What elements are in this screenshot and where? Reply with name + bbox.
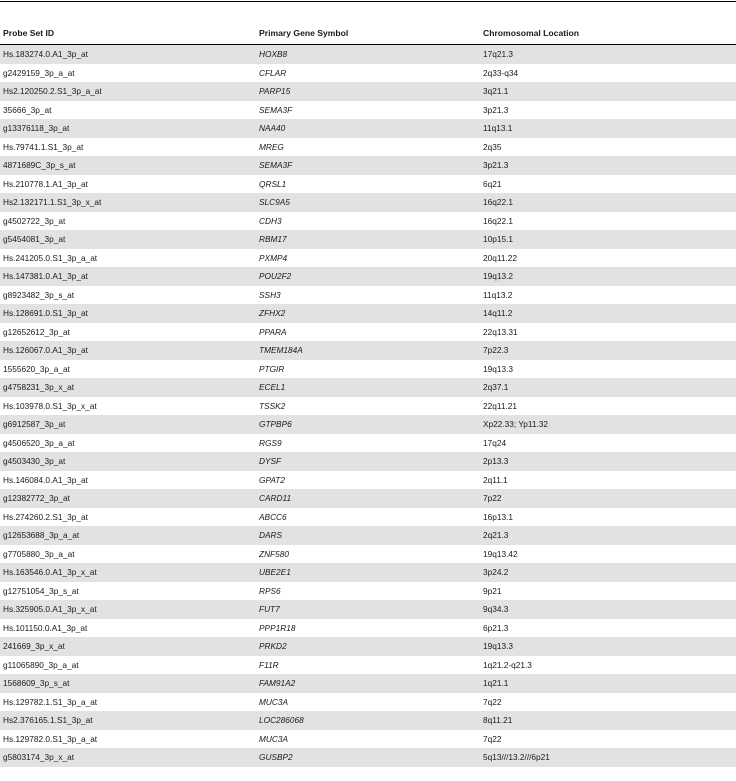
cell-probe-set-id: g4506520_3p_a_at xyxy=(0,434,256,453)
table-row xyxy=(0,600,736,619)
cell-gene-symbol: PXMP4 xyxy=(256,249,480,268)
cell-probe-set-id: g12652612_3p_at xyxy=(0,323,256,342)
cell-probe-set-id: Hs.129782.0.S1_3p_a_at xyxy=(0,730,256,749)
table-row xyxy=(0,45,736,64)
table-row xyxy=(0,304,736,323)
cell-gene-symbol: SSH3 xyxy=(256,286,480,305)
table-row xyxy=(0,545,736,564)
cell-gene-symbol: CARD11 xyxy=(256,489,480,508)
table-row xyxy=(0,156,736,175)
cell-gene-symbol: QRSL1 xyxy=(256,175,480,194)
table-row xyxy=(0,489,736,508)
table-row xyxy=(0,748,736,767)
cell-probe-set-id: g6912587_3p_at xyxy=(0,415,256,434)
table-body xyxy=(0,45,736,767)
table-row xyxy=(0,637,736,656)
cell-probe-set-id: Hs.147381.0.A1_3p_at xyxy=(0,267,256,286)
cell-probe-set-id: g4758231_3p_x_at xyxy=(0,378,256,397)
cell-chromosomal-location: 9p21 xyxy=(480,582,736,601)
cell-gene-symbol: GPAT2 xyxy=(256,471,480,490)
cell-gene-symbol: DYSF xyxy=(256,452,480,471)
cell-probe-set-id: g5454081_3p_at xyxy=(0,230,256,249)
table-row xyxy=(0,656,736,675)
cell-gene-symbol: PPP1R18 xyxy=(256,619,480,638)
table-row xyxy=(0,230,736,249)
cell-chromosomal-location: 8q11.21 xyxy=(480,711,736,730)
header-chromosomal-location: Chromosomal Location xyxy=(480,22,736,45)
cell-chromosomal-location: 7q22 xyxy=(480,730,736,749)
cell-probe-set-id: Hs.128691.0.S1_3p_at xyxy=(0,304,256,323)
cell-chromosomal-location: 16q22.1 xyxy=(480,193,736,212)
table-row xyxy=(0,526,736,545)
cell-chromosomal-location: 16p13.1 xyxy=(480,508,736,527)
cell-probe-set-id: Hs2.376165.1.S1_3p_at xyxy=(0,711,256,730)
cell-chromosomal-location: 3p21.3 xyxy=(480,156,736,175)
cell-gene-symbol: ZFHX2 xyxy=(256,304,480,323)
cell-chromosomal-location: 19q13.2 xyxy=(480,267,736,286)
cell-probe-set-id: Hs.126067.0.A1_3p_at xyxy=(0,341,256,360)
cell-chromosomal-location: 2q11.1 xyxy=(480,471,736,490)
cell-probe-set-id: 35666_3p_at xyxy=(0,101,256,120)
cell-gene-symbol: MUC3A xyxy=(256,693,480,712)
cell-probe-set-id: g2429159_3p_a_at xyxy=(0,64,256,83)
table-row xyxy=(0,360,736,379)
cell-chromosomal-location: 3p24.2 xyxy=(480,563,736,582)
cell-probe-set-id: g4502722_3p_at xyxy=(0,212,256,231)
cell-probe-set-id: Hs.183274.0.A1_3p_at xyxy=(0,45,256,64)
cell-probe-set-id: 241669_3p_x_at xyxy=(0,637,256,656)
cell-probe-set-id: Hs2.132171.1.S1_3p_x_at xyxy=(0,193,256,212)
cell-probe-set-id: g13376118_3p_at xyxy=(0,119,256,138)
cell-gene-symbol: RGS9 xyxy=(256,434,480,453)
cell-gene-symbol: SEMA3F xyxy=(256,101,480,120)
cell-gene-symbol: ZNF580 xyxy=(256,545,480,564)
cell-probe-set-id: 1568609_3p_s_at xyxy=(0,674,256,693)
header-probe-set-id: Probe Set ID xyxy=(0,22,256,45)
cell-gene-symbol: SEMA3F xyxy=(256,156,480,175)
table-row xyxy=(0,323,736,342)
cell-chromosomal-location: 6p21.3 xyxy=(480,619,736,638)
table-row xyxy=(0,267,736,286)
cell-gene-symbol: SLC9A5 xyxy=(256,193,480,212)
table-row xyxy=(0,619,736,638)
cell-chromosomal-location: 22q13.31 xyxy=(480,323,736,342)
cell-probe-set-id: Hs2.120250.2.S1_3p_a_at xyxy=(0,82,256,101)
cell-gene-symbol: LOC286068 xyxy=(256,711,480,730)
cell-probe-set-id: g11065890_3p_a_at xyxy=(0,656,256,675)
cell-gene-symbol: MREG xyxy=(256,138,480,157)
cell-chromosomal-location: 1q21.1 xyxy=(480,674,736,693)
cell-chromosomal-location: 16q22.1 xyxy=(480,212,736,231)
cell-chromosomal-location: 17q24 xyxy=(480,434,736,453)
table-row xyxy=(0,452,736,471)
cell-chromosomal-location: 1q21.2-q21.3 xyxy=(480,656,736,675)
cell-chromosomal-location: 2q33-q34 xyxy=(480,64,736,83)
cell-chromosomal-location: 9q34.3 xyxy=(480,600,736,619)
cell-gene-symbol: DARS xyxy=(256,526,480,545)
cell-probe-set-id: g12653688_3p_a_at xyxy=(0,526,256,545)
cell-gene-symbol: CFLAR xyxy=(256,64,480,83)
table-row xyxy=(0,212,736,231)
cell-chromosomal-location: 2q21.3 xyxy=(480,526,736,545)
table-header-row xyxy=(0,22,736,45)
cell-gene-symbol: GTPBP6 xyxy=(256,415,480,434)
table-row xyxy=(0,508,736,527)
table-row xyxy=(0,415,736,434)
cell-probe-set-id: Hs.325905.0.A1_3p_x_at xyxy=(0,600,256,619)
table-row xyxy=(0,730,736,749)
cell-chromosomal-location: 2q37.1 xyxy=(480,378,736,397)
cell-chromosomal-location: 3p21.3 xyxy=(480,101,736,120)
cell-gene-symbol: PTGIR xyxy=(256,360,480,379)
cell-probe-set-id: g4503430_3p_at xyxy=(0,452,256,471)
cell-chromosomal-location: 14q11.2 xyxy=(480,304,736,323)
table-row xyxy=(0,175,736,194)
cell-probe-set-id: Hs.163546.0.A1_3p_x_at xyxy=(0,563,256,582)
cell-chromosomal-location: 7p22.3 xyxy=(480,341,736,360)
cell-probe-set-id: g12751054_3p_s_at xyxy=(0,582,256,601)
cell-gene-symbol: PRKD2 xyxy=(256,637,480,656)
table-row xyxy=(0,711,736,730)
table-row xyxy=(0,434,736,453)
cell-gene-symbol: HOXB8 xyxy=(256,45,480,64)
cell-probe-set-id: Hs.210778.1.A1_3p_at xyxy=(0,175,256,194)
table-row xyxy=(0,138,736,157)
cell-chromosomal-location: 2q35 xyxy=(480,138,736,157)
cell-chromosomal-location: 3q21.1 xyxy=(480,82,736,101)
table-row xyxy=(0,471,736,490)
cell-probe-set-id: Hs.146084.0.A1_3p_at xyxy=(0,471,256,490)
cell-chromosomal-location: 19q13.42 xyxy=(480,545,736,564)
cell-gene-symbol: CDH3 xyxy=(256,212,480,231)
cell-chromosomal-location: 17q21.3 xyxy=(480,45,736,64)
cell-probe-set-id: Hs.241205.0.S1_3p_a_at xyxy=(0,249,256,268)
cell-gene-symbol: RBM17 xyxy=(256,230,480,249)
cell-probe-set-id: 1555620_3p_a_at xyxy=(0,360,256,379)
cell-probe-set-id: Hs.79741.1.S1_3p_at xyxy=(0,138,256,157)
cell-gene-symbol: POU2F2 xyxy=(256,267,480,286)
table-row xyxy=(0,693,736,712)
cell-gene-symbol: F11R xyxy=(256,656,480,675)
cell-gene-symbol: GUSBP2 xyxy=(256,748,480,767)
table-row xyxy=(0,119,736,138)
cell-chromosomal-location: 10p15.1 xyxy=(480,230,736,249)
cell-probe-set-id: Hs.101150.0.A1_3p_at xyxy=(0,619,256,638)
cell-probe-set-id: Hs.103978.0.S1_3p_x_at xyxy=(0,397,256,416)
cell-gene-symbol: NAA40 xyxy=(256,119,480,138)
cell-probe-set-id: g12382772_3p_at xyxy=(0,489,256,508)
cell-gene-symbol: PPARA xyxy=(256,323,480,342)
cell-gene-symbol: MUC3A xyxy=(256,730,480,749)
table-row xyxy=(0,286,736,305)
cell-gene-symbol: ECEL1 xyxy=(256,378,480,397)
cell-gene-symbol: TSSK2 xyxy=(256,397,480,416)
table-row xyxy=(0,193,736,212)
probe-set-table xyxy=(0,22,736,767)
cell-gene-symbol: TMEM184A xyxy=(256,341,480,360)
cell-probe-set-id: g5803174_3p_x_at xyxy=(0,748,256,767)
cell-chromosomal-location: 11q13.1 xyxy=(480,119,736,138)
top-rule xyxy=(0,1,736,2)
cell-chromosomal-location: Xp22.33; Yp11.32 xyxy=(480,415,736,434)
header-primary-gene-symbol: Primary Gene Symbol xyxy=(256,22,480,45)
cell-gene-symbol: RPS6 xyxy=(256,582,480,601)
cell-gene-symbol: FAM91A2 xyxy=(256,674,480,693)
cell-chromosomal-location: 20q11.22 xyxy=(480,249,736,268)
cell-chromosomal-location: 6q21 xyxy=(480,175,736,194)
table-row xyxy=(0,82,736,101)
table-row xyxy=(0,397,736,416)
cell-probe-set-id: g7705880_3p_a_at xyxy=(0,545,256,564)
table-row xyxy=(0,64,736,83)
cell-probe-set-id: g8923482_3p_s_at xyxy=(0,286,256,305)
table-row xyxy=(0,101,736,120)
cell-probe-set-id: 4871689C_3p_s_at xyxy=(0,156,256,175)
cell-chromosomal-location: 19q13.3 xyxy=(480,360,736,379)
cell-probe-set-id: Hs.274260.2.S1_3p_at xyxy=(0,508,256,527)
table-row xyxy=(0,341,736,360)
cell-chromosomal-location: 11q13.2 xyxy=(480,286,736,305)
table-row xyxy=(0,582,736,601)
cell-chromosomal-location: 19q13.3 xyxy=(480,637,736,656)
cell-chromosomal-location: 7q22 xyxy=(480,693,736,712)
cell-chromosomal-location: 7p22 xyxy=(480,489,736,508)
cell-gene-symbol: PARP15 xyxy=(256,82,480,101)
cell-chromosomal-location: 2p13.3 xyxy=(480,452,736,471)
table-row xyxy=(0,674,736,693)
cell-chromosomal-location: 22q11.21 xyxy=(480,397,736,416)
cell-gene-symbol: FUT7 xyxy=(256,600,480,619)
table-row xyxy=(0,563,736,582)
cell-chromosomal-location: 5q13///13.2///6p21 xyxy=(480,748,736,767)
cell-gene-symbol: UBE2E1 xyxy=(256,563,480,582)
table-row xyxy=(0,378,736,397)
cell-probe-set-id: Hs.129782.1.S1_3p_a_at xyxy=(0,693,256,712)
cell-gene-symbol: ABCC6 xyxy=(256,508,480,527)
table-row xyxy=(0,249,736,268)
